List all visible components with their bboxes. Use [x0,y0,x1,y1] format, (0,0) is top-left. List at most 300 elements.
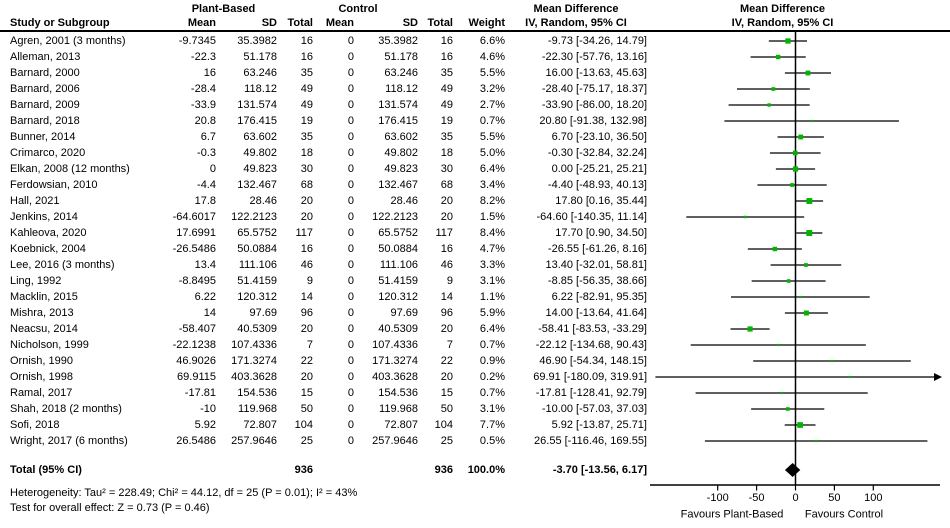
pb-total: 15 [300,387,313,399]
ci-clip-arrow-right [934,373,942,381]
study-name: Barnard, 2000 [10,67,80,79]
pb-mean: -17.81 [184,387,216,399]
pb-total: 35 [300,131,313,143]
pb-mean: -4.4 [197,179,216,191]
ctl-total: 9 [446,275,453,287]
total-weight: 100.0% [467,464,505,476]
study-name: Mishra, 2013 [10,307,74,319]
table-row [0,177,647,193]
effect-marker [786,407,790,411]
weight: 7.7% [479,419,505,431]
table-row [0,161,647,177]
col-header-weight: Weight [468,17,505,29]
effect-marker [744,216,747,219]
table-row [0,145,647,161]
weight: 1.5% [479,211,505,223]
pb-total: 49 [300,83,313,95]
ctl-sd: 51.178 [384,51,418,63]
weight: 0.2% [479,371,505,383]
ctl-mean: 0 [347,291,354,303]
ctl-mean: 0 [347,67,354,79]
study-name: Ling, 1992 [10,275,62,287]
study-name: Ornish, 1990 [10,355,73,367]
pb-sd: 40.5309 [237,323,277,335]
pb-sd: 65.5752 [237,227,277,239]
table-row [0,369,647,385]
pb-sd: 97.69 [249,307,277,319]
ctl-sd: 49.802 [384,147,418,159]
ctl-total: 20 [440,371,453,383]
ctl-mean: 0 [347,147,354,159]
ctl-mean: 0 [347,243,354,255]
pb-total: 19 [300,115,313,127]
ci-text: -4.40 [-48.93, 40.13] [547,179,647,191]
table-row [0,241,647,257]
ci-text: 0.00 [-25.21, 25.21] [551,163,647,175]
pb-mean: 0 [209,163,216,175]
ctl-mean: 0 [347,435,354,447]
pb-total: 22 [300,355,313,367]
study-name: Kahleova, 2020 [10,227,87,239]
pb-mean: 20.8 [194,115,216,127]
ctl-mean: 0 [347,403,354,415]
pb-total: 20 [300,371,313,383]
ci-text: 20.80 [-91.38, 132.98] [539,115,647,127]
ctl-sd: 118.12 [385,83,418,95]
ci-text: 6.70 [-23.10, 36.50] [551,131,647,143]
ci-text: -0.30 [-32.84, 32.24] [547,147,647,159]
table-row [0,289,647,305]
ci-text: 17.80 [0.16, 35.44] [555,195,647,207]
ci-text: -17.81 [-128.41, 92.79] [535,387,647,399]
pb-sd: 111.106 [238,259,277,271]
effect-marker [806,230,812,236]
ci-text: 26.55 [-116.46, 169.55] [534,435,647,447]
total-group1-n: 936 [294,464,313,476]
ctl-sd: 171.3274 [372,355,418,367]
effect-marker [790,183,794,187]
pb-sd: 72.807 [243,419,277,431]
pb-total: 7 [306,339,313,351]
ctl-total: 49 [440,83,453,95]
pb-total: 104 [294,419,313,431]
study-name: Bunner, 2014 [10,131,76,143]
ctl-total: 49 [440,99,453,111]
table-row [0,129,647,145]
effect-marker [799,296,801,298]
ci-text: -33.90 [-86.00, 18.20] [541,99,647,111]
forest-plot-area [648,32,950,528]
table-row [0,273,647,289]
pb-mean: -10 [200,403,216,415]
pb-sd: 49.823 [243,163,277,175]
col-header-sd1: SD [261,17,277,29]
ctl-sd: 176.415 [378,115,418,127]
study-name: Macklin, 2015 [10,291,78,303]
pb-mean: 17.8 [194,195,216,207]
ctl-sd: 49.823 [384,163,418,175]
ctl-mean: 0 [347,387,354,399]
pb-mean: -22.3 [190,51,216,63]
effect-marker [806,198,812,204]
ctl-total: 117 [435,227,453,239]
pb-mean: 17.6991 [176,227,216,239]
pb-sd: 118.12 [244,83,277,95]
weight: 0.7% [479,339,505,351]
col-header-sd2: SD [402,17,418,29]
study-name: Ornish, 1998 [10,371,73,383]
weight: 6.4% [479,163,505,175]
ctl-mean: 0 [347,275,354,287]
ctl-sd: 72.807 [384,419,418,431]
effect-marker [831,360,833,362]
ctl-mean: 0 [347,179,354,191]
ci-text: 17.70 [0.90, 34.50] [555,227,647,239]
ctl-mean: 0 [347,115,354,127]
pb-sd: 50.0884 [237,243,277,255]
effect-marker [777,344,779,346]
study-name: Shah, 2018 (2 months) [10,403,122,415]
pb-mean: 16 [203,67,216,79]
pb-total: 25 [300,435,313,447]
plot-subtitle: IV, Random, 95% CI [731,17,834,29]
x-axis-tick-label: 0 [792,492,799,504]
pb-sd: 403.3628 [231,371,277,383]
pb-total: 16 [300,51,313,63]
x-axis-tick-label: -100 [706,492,729,504]
ci-text: 69.91 [-180.09, 319.91] [533,371,647,383]
study-name: Barnard, 2018 [10,115,80,127]
col-header-ci: IV, Random, 95% CI [525,17,627,29]
pb-total: 49 [300,99,313,111]
table-row [0,321,647,337]
ctl-total: 35 [440,131,453,143]
study-name: Jenkins, 2014 [10,211,78,223]
ci-text: 16.00 [-13.63, 45.63] [545,67,647,79]
effect-marker [772,87,776,91]
effect-marker [747,326,752,331]
table-row [0,337,647,353]
pb-sd: 132.467 [237,179,277,191]
effect-marker [798,135,803,140]
ctl-total: 68 [440,179,453,191]
pb-sd: 119.968 [238,403,277,415]
group2-header: Control [338,3,378,15]
ctl-total: 22 [440,355,453,367]
ci-text: 6.22 [-82.91, 95.35] [551,291,647,303]
pb-mean: -26.5486 [172,243,216,255]
weight: 3.3% [479,259,505,271]
weight: 4.7% [479,243,505,255]
effect-marker [776,55,780,59]
ctl-total: 15 [440,387,453,399]
ctl-total: 20 [440,211,453,223]
pb-mean: 5.92 [194,419,216,431]
pb-mean: 13.4 [194,259,216,271]
col-header-total2: Total [427,17,453,29]
pb-mean: -28.4 [190,83,216,95]
ctl-sd: 35.3982 [378,35,418,47]
pb-sd: 107.4336 [231,339,277,351]
weight: 4.6% [479,51,505,63]
ci-text: -8.85 [-56.35, 38.66] [547,275,647,287]
total-row [0,462,647,478]
ctl-mean: 0 [347,211,354,223]
favours-right-label: Favours Control [804,508,884,521]
pb-sd: 63.602 [243,131,277,143]
ctl-mean: 0 [347,371,354,383]
pb-mean: 6.7 [200,131,216,143]
pb-sd: 176.415 [237,115,277,127]
pb-mean: 6.22 [194,291,216,303]
ctl-sd: 257.9646 [372,435,418,447]
study-name: Wright, 2017 (6 months) [10,435,128,447]
plot-title: Mean Difference [740,3,825,15]
ctl-sd: 119.968 [379,403,418,415]
ctl-total: 16 [440,243,453,255]
pb-sd: 63.246 [243,67,277,79]
ctl-sd: 51.4159 [378,275,418,287]
effect-marker [815,440,817,442]
weight: 5.9% [479,307,505,319]
study-name: Crimarco, 2020 [10,147,86,159]
pb-mean: 26.5486 [176,435,216,447]
overall-effect-note: Test for overall effect: Z = 0.73 (P = 0.46) [10,502,210,514]
ctl-total: 18 [440,147,453,159]
pb-mean: -22.1238 [172,339,216,351]
ctl-sd: 40.5309 [378,323,418,335]
weight: 8.2% [479,195,505,207]
ctl-mean: 0 [347,259,354,271]
study-rows [0,33,647,449]
ctl-sd: 403.3628 [372,371,418,383]
ci-text: 5.92 [-13.87, 25.71] [551,419,647,431]
pb-sd: 28.46 [249,195,277,207]
favours-left-label: Favours Plant-Based [680,508,784,521]
ctl-total: 7 [446,339,453,351]
effect-marker [804,263,808,267]
ctl-sd: 132.467 [378,179,418,191]
table-row [0,65,647,81]
study-name: Lee, 2016 (3 months) [10,259,115,271]
ctl-total: 50 [440,403,453,415]
ctl-total: 96 [440,307,453,319]
table-row [0,417,647,433]
table-row [0,49,647,65]
ctl-mean: 0 [347,83,354,95]
table-row [0,33,647,49]
weight: 5.5% [479,131,505,143]
ctl-sd: 28.46 [390,195,418,207]
pb-sd: 131.574 [237,99,277,111]
pb-total: 30 [300,163,313,175]
table-row [0,113,647,129]
pb-total: 14 [300,291,313,303]
pb-total: 50 [300,403,313,415]
col-header-mean1: Mean [187,17,216,29]
study-name: Ramal, 2017 [10,387,73,399]
group1-header: Plant-Based [191,3,256,15]
ctl-mean: 0 [347,99,354,111]
pb-mean: -58.407 [178,323,216,335]
ctl-mean: 0 [347,51,354,63]
ctl-sd: 154.536 [378,387,418,399]
ctl-total: 20 [440,195,453,207]
ci-text: -28.40 [-75.17, 18.37] [541,83,647,95]
ctl-total: 19 [440,115,453,127]
pb-mean: 69.9115 [177,371,216,383]
ctl-mean: 0 [347,163,354,175]
pb-mean: 46.9026 [176,355,216,367]
effect-marker [849,376,851,378]
heterogeneity-note: Heterogeneity: Tau² = 228.49; Chi² = 44.12, df = 25 (P = 0.01); I² = 43% [10,487,358,499]
pb-total: 68 [300,179,313,191]
weight: 6.6% [479,35,505,47]
weight: 0.9% [479,355,505,367]
ctl-mean: 0 [347,35,354,47]
table-row [0,193,647,209]
effect-marker [781,392,783,394]
pb-sd: 51.178 [243,51,277,63]
pb-sd: 51.4159 [237,275,277,287]
pb-sd: 35.3982 [237,35,277,47]
ctl-total: 16 [440,51,453,63]
pb-sd: 49.802 [243,147,277,159]
pb-total: 18 [300,147,313,159]
pb-sd: 122.2123 [231,211,277,223]
ctl-mean: 0 [347,419,354,431]
effect-marker [785,38,790,43]
effect-marker [773,247,777,251]
ctl-sd: 122.2123 [372,211,418,223]
table-row [0,305,647,321]
pb-total: 20 [300,323,313,335]
x-axis-tick-label: -50 [748,492,765,504]
table-row [0,209,647,225]
weight: 3.1% [479,403,505,415]
ctl-sd: 107.4336 [372,339,418,351]
ctl-total: 16 [440,35,453,47]
weight: 3.1% [479,275,505,287]
pb-mean: -33.9 [190,99,216,111]
col-header-mean2: Mean [325,17,354,29]
table-row [0,81,647,97]
ctl-mean: 0 [347,131,354,143]
md-column-title: Mean Difference [533,3,619,15]
effect-marker [767,103,770,106]
weight: 3.2% [479,83,505,95]
ci-text: -9.73 [-34.26, 14.79] [547,35,647,47]
effect-marker [811,120,813,122]
study-name: Ferdowsian, 2010 [10,179,98,191]
study-name: Sofi, 2018 [10,419,60,431]
study-name: Agren, 2001 (3 months) [10,35,126,47]
pb-sd: 120.312 [237,291,277,303]
ctl-sd: 63.246 [384,67,418,79]
total-group2-n: 936 [434,464,453,476]
weight: 8.4% [479,227,505,239]
total-label: Total (95% CI) [10,464,82,476]
table-row [0,257,647,273]
effect-marker [787,279,791,283]
pb-mean: -64.6017 [172,211,216,223]
pb-mean: 14 [203,307,216,319]
ctl-total: 30 [440,163,453,175]
effect-marker [797,422,803,428]
ci-text: -26.55 [-61.26, 8.16] [547,243,647,255]
x-axis-tick-label: 50 [828,492,841,504]
study-name: Barnard, 2006 [10,83,80,95]
ctl-sd: 97.69 [390,307,418,319]
study-name: Elkan, 2008 (12 months) [10,163,130,175]
table-row [0,433,647,449]
weight: 0.7% [479,115,505,127]
ctl-sd: 131.574 [378,99,418,111]
study-name: Alleman, 2013 [10,51,81,63]
effect-marker [806,71,811,76]
study-name: Barnard, 2009 [10,99,80,111]
pb-sd: 154.536 [237,387,277,399]
ctl-mean: 0 [347,323,354,335]
study-name: Nicholson, 1999 [10,339,89,351]
pb-mean: -0.3 [197,147,216,159]
pb-total: 35 [300,67,313,79]
study-name: Neacsu, 2014 [10,323,78,335]
col-header-study: Study or Subgroup [10,17,110,29]
ci-text: 13.40 [-32.01, 58.81] [545,259,647,271]
ci-text: -64.60 [-140.35, 11.14] [536,211,647,223]
pooled-effect-diamond [785,463,800,477]
table-row [0,385,647,401]
total-ci: -3.70 [-13.56, 6.17] [552,464,647,476]
effect-marker [793,151,798,156]
ctl-sd: 111.106 [379,259,418,271]
pb-sd: 257.9646 [231,435,277,447]
table-row [0,353,647,369]
ctl-sd: 120.312 [378,291,418,303]
pb-total: 16 [300,243,313,255]
weight: 6.4% [479,323,505,335]
ctl-total: 20 [440,323,453,335]
x-axis-tick-label: 100 [864,492,883,504]
pb-total: 117 [295,227,313,239]
ctl-mean: 0 [347,339,354,351]
ctl-sd: 65.5752 [378,227,418,239]
pb-total: 16 [300,35,313,47]
ci-text: -10.00 [-57.03, 37.03] [541,403,647,415]
ctl-total: 25 [440,435,453,447]
weight: 5.5% [479,67,505,79]
ci-text: -58.41 [-83.53, -33.29] [538,323,647,335]
ctl-sd: 50.0884 [378,243,418,255]
table-row [0,401,647,417]
pb-total: 20 [300,211,313,223]
study-name: Koebnick, 2004 [10,243,86,255]
study-name: Hall, 2021 [10,195,60,207]
ci-text: -22.12 [-134.68, 90.43] [535,339,647,351]
weight: 0.7% [479,387,505,399]
table-header-row [0,16,647,30]
ctl-total: 46 [440,259,453,271]
ctl-sd: 63.602 [384,131,418,143]
ci-text: 46.90 [-54.34, 148.15] [539,355,647,367]
ctl-mean: 0 [347,227,354,239]
pb-mean: -8.8495 [178,275,216,287]
weight: 1.1% [479,291,505,303]
ctl-total: 35 [440,67,453,79]
ctl-mean: 0 [347,307,354,319]
effect-marker [793,166,798,171]
